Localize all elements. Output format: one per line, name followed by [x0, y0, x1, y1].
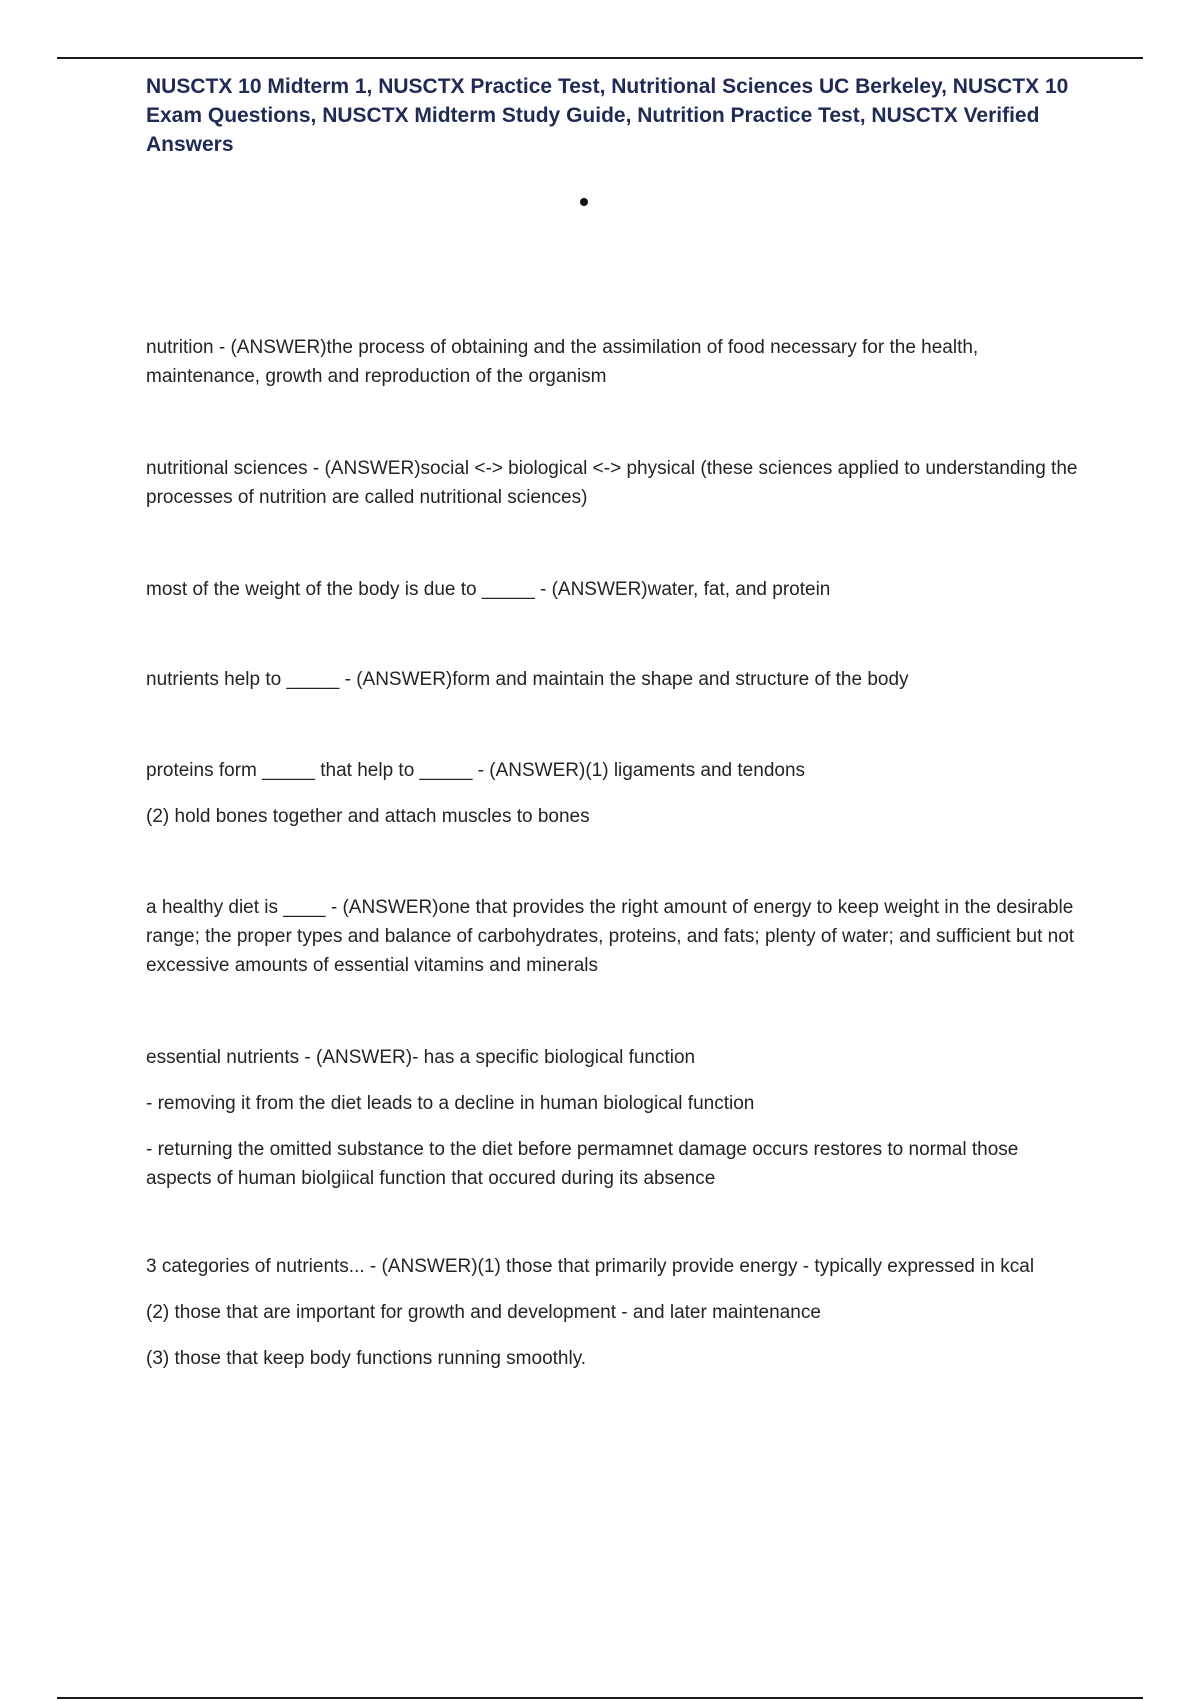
qa-line: (2) hold bones together and attach muscles to bones — [146, 806, 590, 827]
qa-line: (3) those that keep body functions running smoothly. — [146, 1348, 587, 1369]
qa-item-nutrient-categories — [146, 1252, 1086, 1373]
qa-item-essential-nutrients — [146, 1043, 1086, 1193]
qa-line: nutrients help to _____ - (ANSWER)form and maintain the shape and structure of the body — [146, 669, 909, 690]
qa-line: most of the weight of the body is due to _____ - (ANSWER)water, fat, and protein — [146, 579, 831, 600]
qa-line: a healthy diet is ____ - (ANSWER)one that provides the right amount of energy to keep weight in the desirable range; the proper types and balance of carbohydrates, proteins, and fats; plenty of water; and sufficient but not excessive amounts of essential vitamins and minerals — [146, 897, 1075, 976]
qa-line: essential nutrients - (ANSWER)- has a specific biological function — [146, 1047, 696, 1068]
top-rule — [57, 57, 1143, 59]
document-title: NUSCTX 10 Midterm 1, NUSCTX Practice Test, Nutritional Sciences UC Berkeley, NUSCTX 10 Exam Questions, NUSCTX Midterm Study Guide, Nutrition Practice Test, NUSCTX Verified Answers — [146, 75, 1069, 156]
qa-item-nutrients-help — [146, 665, 1086, 694]
qa-line: - removing it from the diet leads to a decline in human biological function — [146, 1093, 755, 1114]
qa-item-nutritional-sciences — [146, 454, 1086, 512]
qa-item-proteins-form — [146, 756, 1086, 831]
qa-line: nutritional sciences - (ANSWER)social <-> biological <-> physical (these sciences applied to understanding the processes of nutrition are called nutritional sciences) — [146, 458, 1078, 508]
bullet-point — [580, 198, 588, 206]
qa-line: nutrition - (ANSWER)the process of obtaining and the assimilation of food necessary for the health, maintenance, growth and reproduction of the organism — [146, 337, 979, 387]
qa-line: - returning the omitted substance to the diet before permamnet damage occurs restores to normal those aspects of human biolgiical function that occured during its absence — [146, 1139, 1019, 1189]
qa-line: proteins form _____ that help to _____ - (ANSWER)(1) ligaments and tendons — [146, 760, 806, 781]
qa-item-nutrition — [146, 333, 1086, 391]
qa-item-body-weight — [146, 575, 1086, 604]
qa-line: 3 categories of nutrients... - (ANSWER)(1) those that primarily provide energy - typically expressed in kcal — [146, 1256, 1035, 1277]
bottom-rule — [57, 1697, 1143, 1699]
qa-item-healthy-diet — [146, 893, 1086, 980]
qa-line: (2) those that are important for growth and development - and later maintenance — [146, 1302, 821, 1323]
